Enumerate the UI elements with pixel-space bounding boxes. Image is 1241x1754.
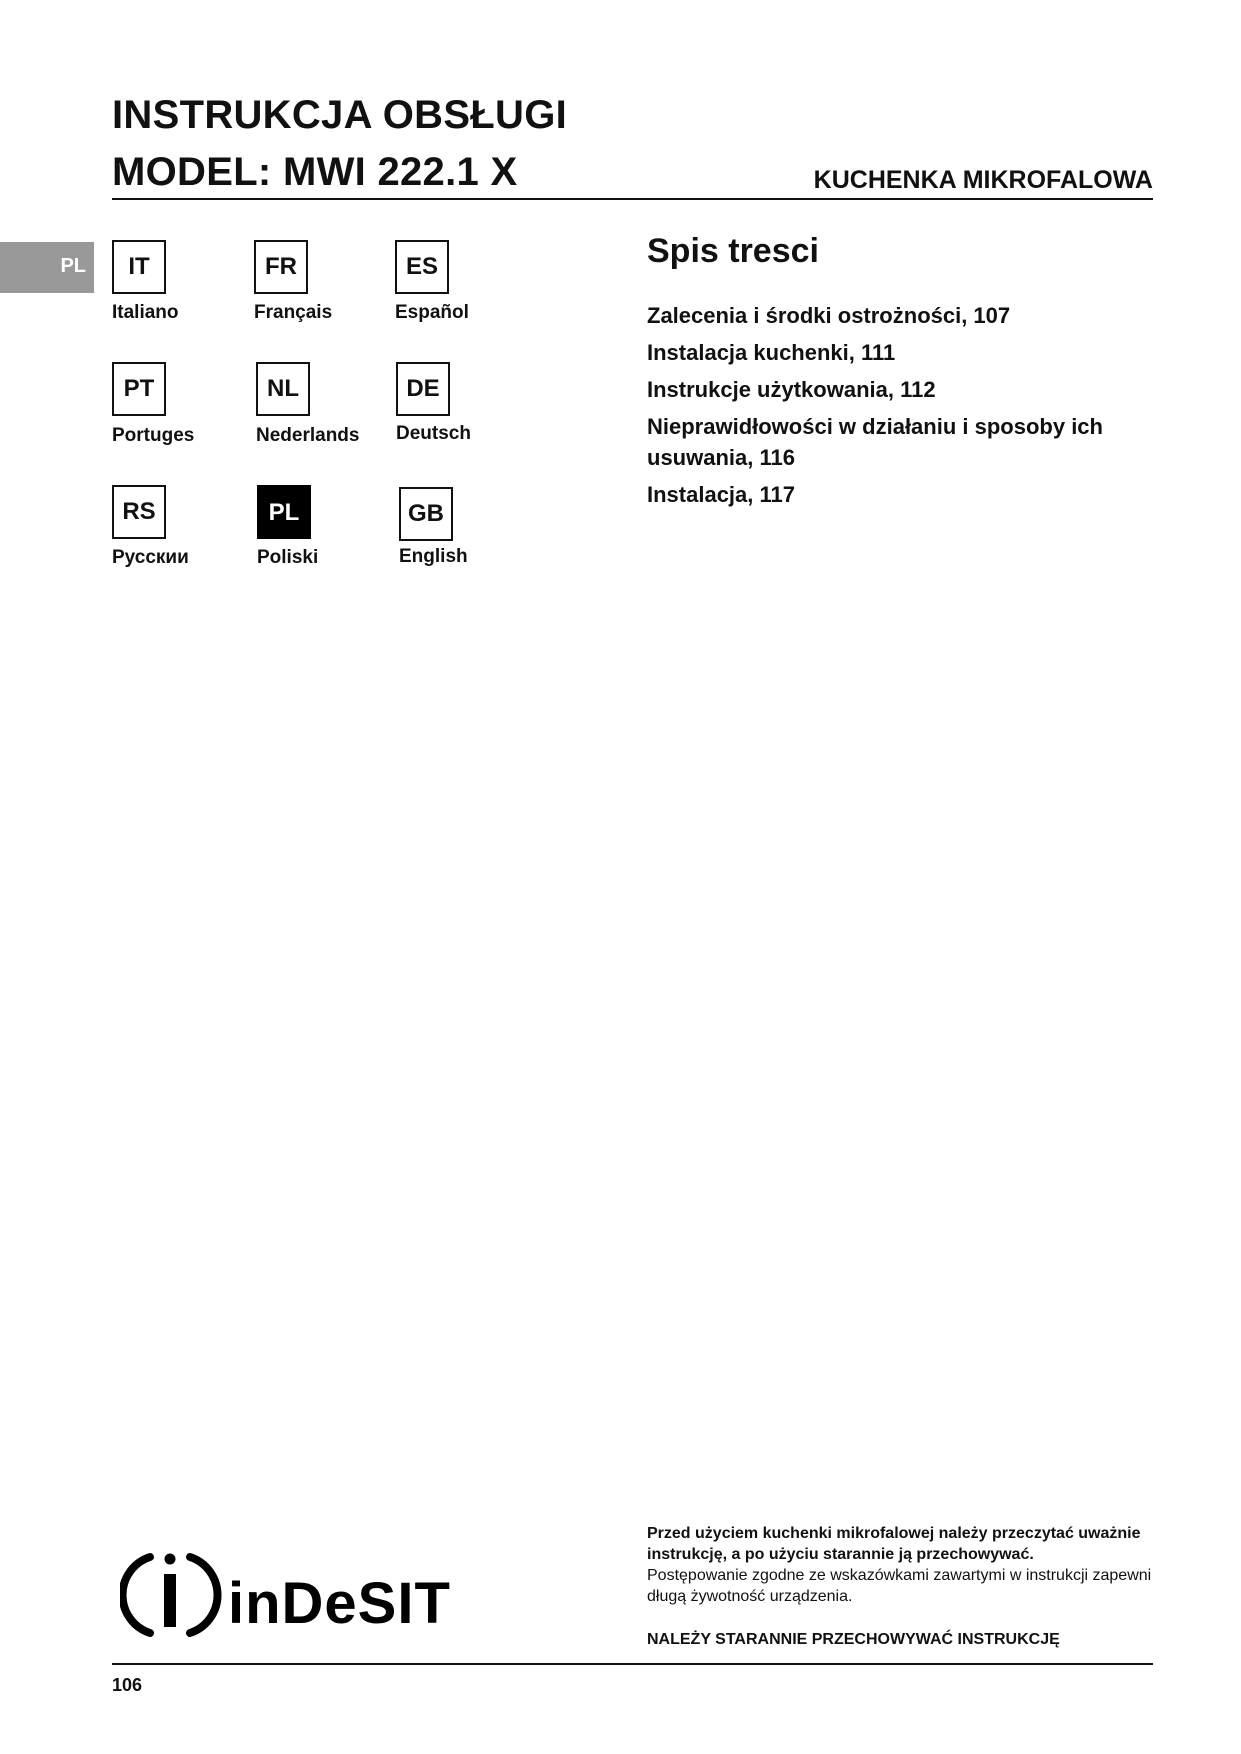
language-fr[interactable] bbox=[254, 240, 332, 324]
side-tab-label: PL bbox=[60, 255, 86, 277]
language-code-box: GB bbox=[399, 487, 453, 541]
table-of-contents bbox=[647, 300, 1167, 516]
side-language-tab bbox=[0, 242, 94, 293]
toc-item[interactable]: Instalacja kuchenki, 111 bbox=[647, 340, 896, 365]
language-it[interactable] bbox=[112, 240, 179, 324]
language-name: Español bbox=[395, 302, 469, 323]
language-code-box: DE bbox=[396, 362, 450, 416]
usage-notice bbox=[647, 1523, 1152, 1650]
language-name: English bbox=[399, 546, 468, 567]
language-name: Русскии bbox=[112, 547, 189, 568]
notice-keep-instructions: NALEŻY STARANNIE PRZECHOWYWAĆ INSTRUKCJĘ bbox=[647, 1631, 1060, 1648]
language-gb[interactable] bbox=[399, 487, 468, 568]
language-es[interactable] bbox=[395, 240, 469, 324]
model-title: MODEL: MWI 222.1 X bbox=[112, 150, 518, 194]
language-name: Deutsch bbox=[396, 423, 471, 444]
language-code-box: NL bbox=[256, 362, 310, 416]
language-code-box: FR bbox=[254, 240, 308, 294]
language-de[interactable] bbox=[396, 362, 471, 445]
language-code-box: ES bbox=[395, 240, 449, 294]
language-name: Nederlands bbox=[256, 425, 360, 446]
language-code-box: RS bbox=[112, 485, 166, 539]
language-pt[interactable] bbox=[112, 362, 194, 447]
notice-bold-text: Przed użyciem kuchenki mikrofalowej należy przeczytać uważnie instrukcję, a po użyciu starannie ją przechowywać. bbox=[647, 1525, 1141, 1563]
toc-item[interactable]: Instrukcje użytkowania, 112 bbox=[647, 377, 936, 402]
language-name: Italiano bbox=[112, 302, 179, 323]
header-divider bbox=[112, 198, 1153, 200]
toc-item[interactable]: Zalecenia i środki ostrożności, 107 bbox=[647, 303, 1011, 328]
toc-title: Spis tresci bbox=[647, 232, 819, 270]
language-name: Poliski bbox=[257, 547, 319, 568]
notice-text: Postępowanie zgodne ze wskazówkami zawartymi w instrukcji zapewni długą żywotność urządzenia. bbox=[647, 1567, 1152, 1605]
language-code-box-selected: PL bbox=[257, 485, 311, 539]
language-rs[interactable] bbox=[112, 485, 189, 569]
language-code-box: PT bbox=[112, 362, 166, 416]
toc-item[interactable]: Nieprawidłowości w działaniu i sposoby ich usuwania, 116 bbox=[647, 414, 1103, 470]
product-name: KUCHENKA MIKROFALOWA bbox=[813, 166, 1153, 194]
language-name: Français bbox=[254, 302, 333, 323]
language-code-box: IT bbox=[112, 240, 166, 294]
language-name: Portuges bbox=[112, 425, 195, 446]
toc-item[interactable]: Instalacja, 117 bbox=[647, 482, 795, 507]
page-title: INSTRUKCJA OBSŁUGI bbox=[112, 93, 568, 137]
language-nl[interactable] bbox=[256, 362, 359, 447]
page-number: 106 bbox=[112, 1675, 143, 1695]
indesit-logo-icon bbox=[120, 1545, 470, 1645]
language-pl[interactable] bbox=[257, 485, 318, 569]
logo-wordmark: inDeSIT bbox=[228, 1571, 451, 1636]
footer-divider bbox=[112, 1663, 1153, 1665]
